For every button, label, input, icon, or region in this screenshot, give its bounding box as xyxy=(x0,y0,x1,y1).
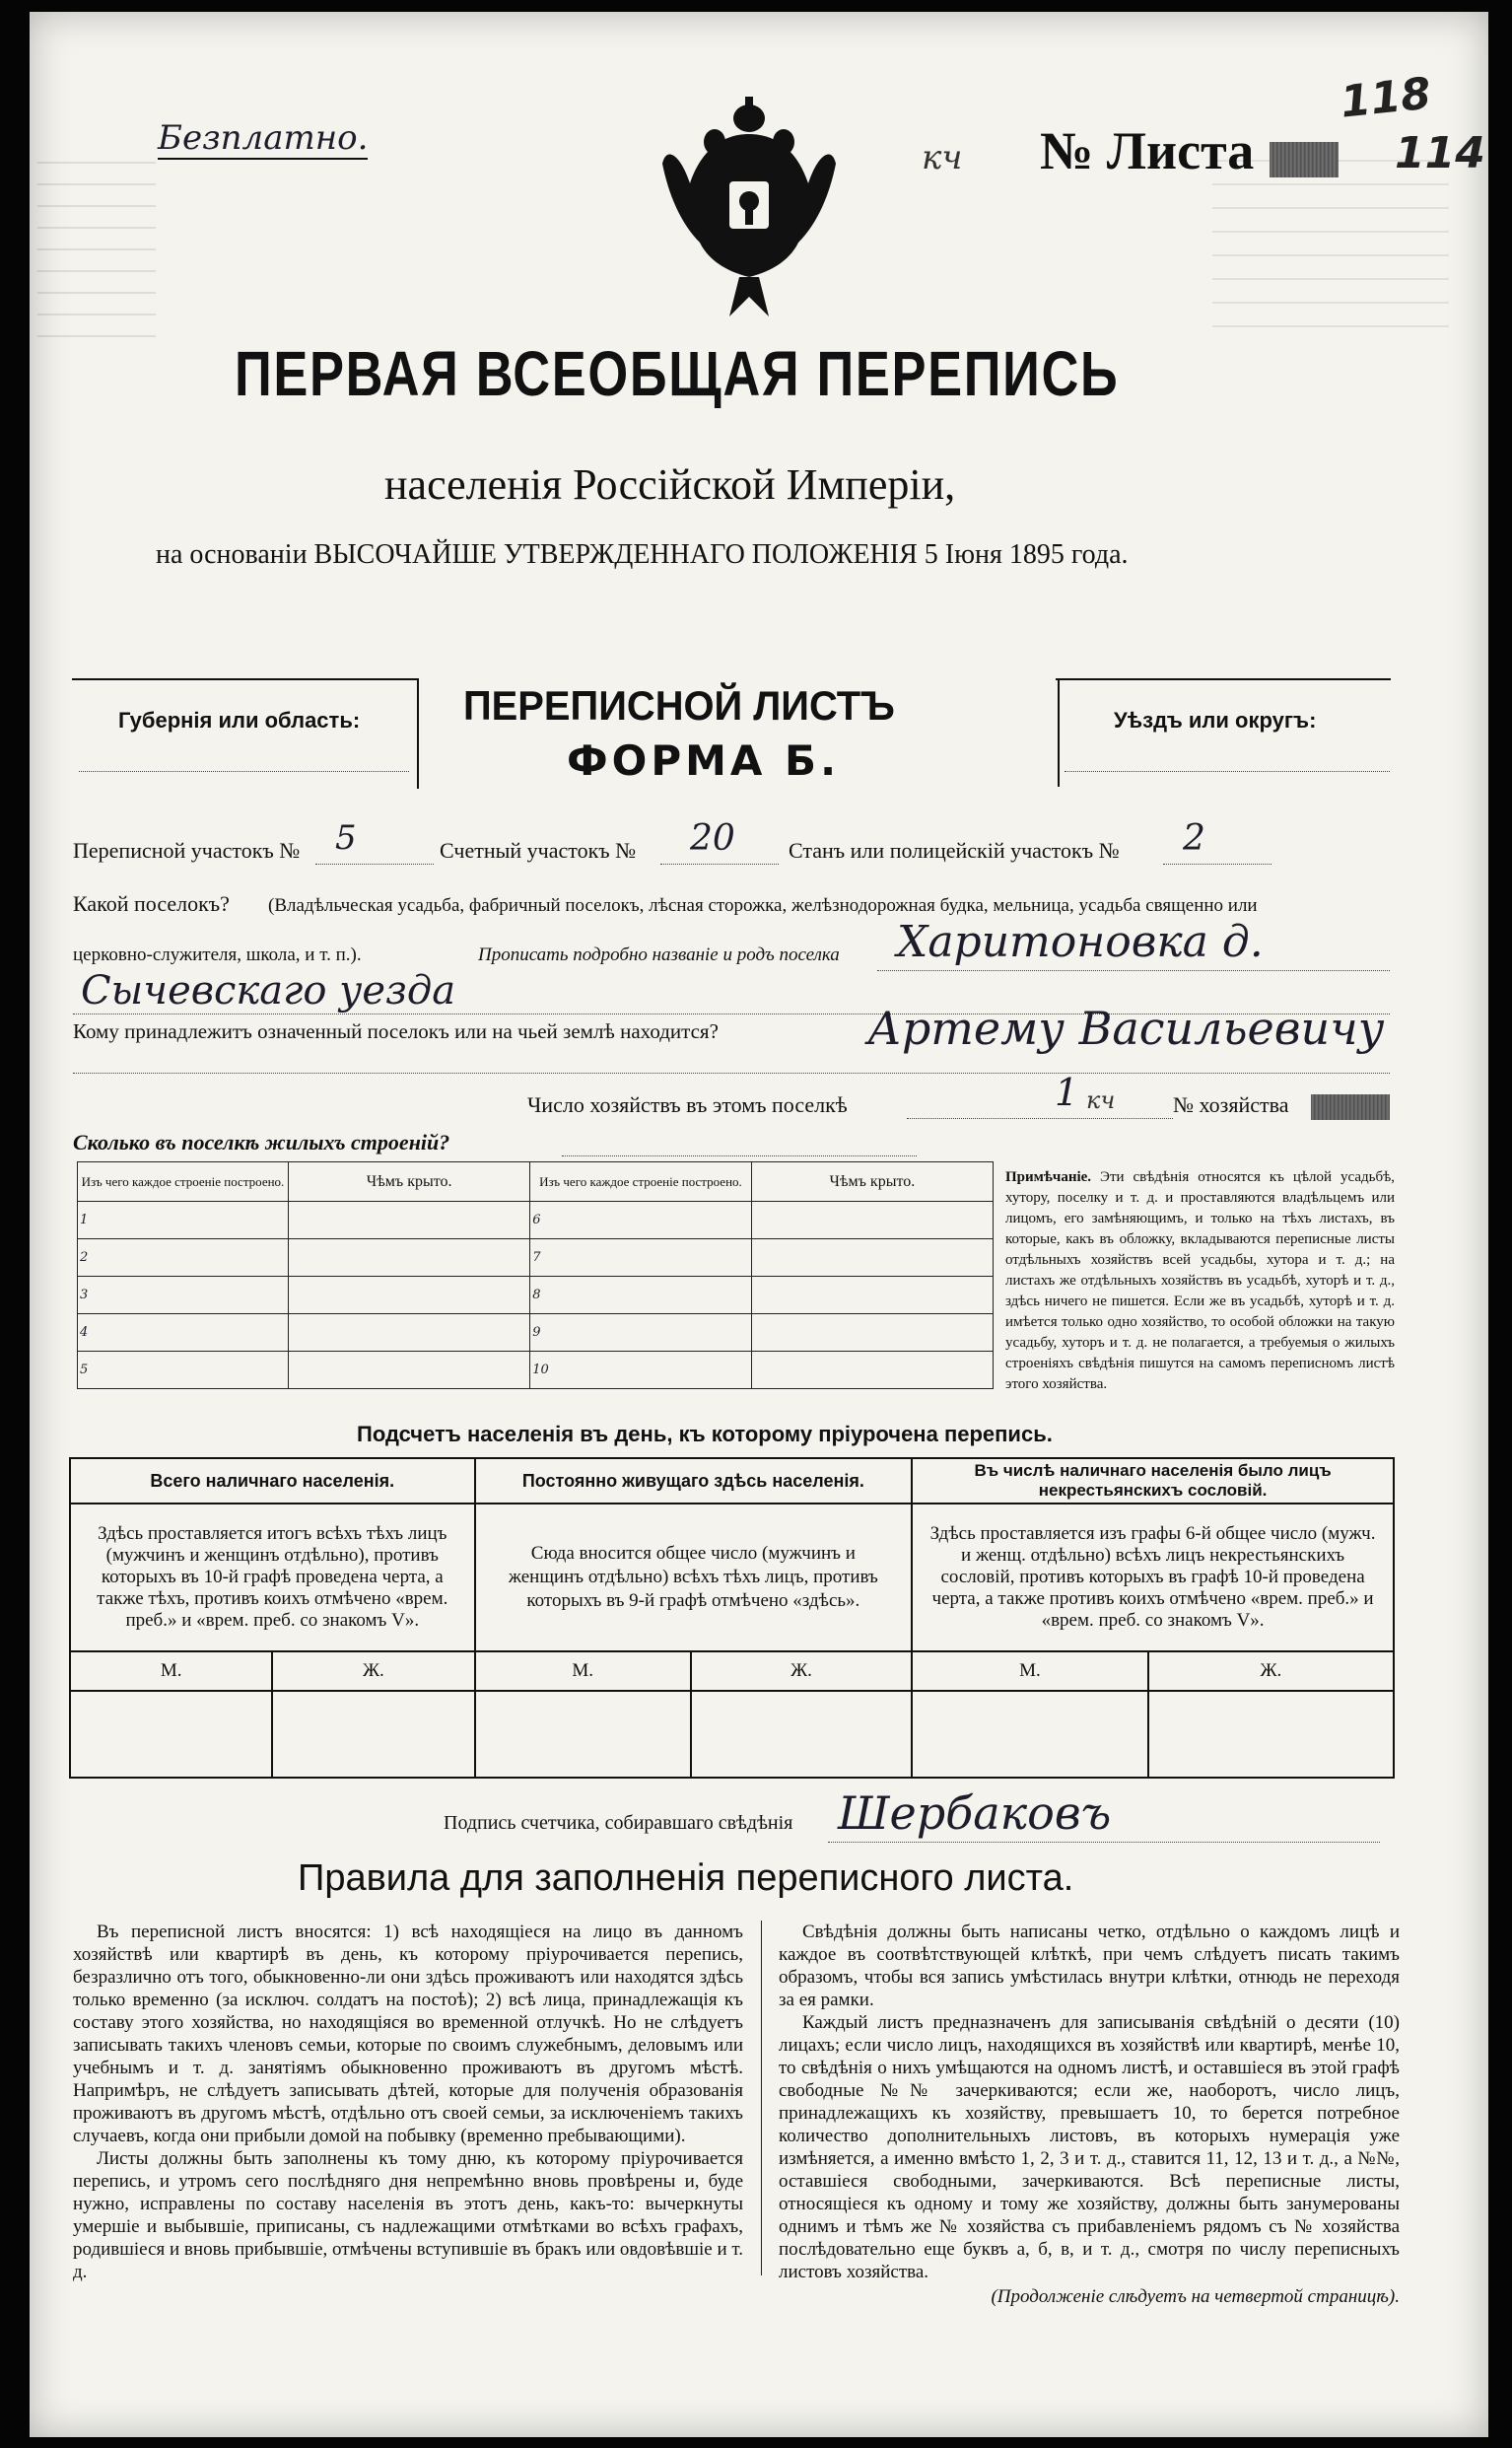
settlement-hint: (Владѣльческая усадьба, фабричный поселокъ, лѣсная сторожка, желѣзнодорожная будка, мельница, усадьба священно или xyxy=(268,895,1258,916)
rules-left-para-1: Въ переписной листъ вносятся: 1) всѣ находящіеся на лицо въ данномъ хозяйствѣ или квартирѣ въ день, къ которому пріурочивается перепись, безразлично отъ того, обыкновенно-ли они здѣсь проживаютъ или находятся здѣсь только временно (за исключ. солдатъ на постоѣ); 2) всѣ лица, принадлежащія къ составу этого хозяйства, но находящіяся во временной отлучкѣ. Но не слѣдуетъ записывать такихъ членовъ семьи, которые по своимъ служебнымъ, деловымъ или учебнымъ и т. д. занятіямъ обыкновенно проживаютъ въ другомъ мѣстѣ. Напримѣръ, не слѣдуетъ записывать дѣтей, которые для полученія образованія проживаютъ въ другомъ мѣстѣ, отдѣльно отъ своей семьи, за исключеніемъ такихъ случаевъ, когда они прибыли домой на побывку (временно пребывающими). xyxy=(73,1922,743,2146)
note-heading: Примѣчаніе. xyxy=(1005,1169,1092,1185)
district-label: Уѣздъ или округъ: xyxy=(1114,708,1317,733)
roof-cell xyxy=(288,1202,529,1239)
permanent-female-cell xyxy=(691,1691,912,1778)
counting-district-field xyxy=(660,864,779,865)
table-row xyxy=(78,1314,994,1352)
permanent-population-title: Постоянно живущаго здѣсь населенія. xyxy=(475,1458,913,1504)
owner-value: Артему Васильевичу xyxy=(867,1002,1385,1055)
census-district-label: Переписной участокъ № xyxy=(73,838,301,863)
non-peasant-text: Здѣсь проставляется изъ графы 6-й общее число (мужч. и женщ. отдѣльно) всѣхъ лицъ некрестьянскихъ сословій, противъ которыхъ въ графѣ 10-й проведена черта, а также противъ коихъ отмѣчено «врем. преб.» и «врем. преб. со знакомъ V». xyxy=(912,1504,1394,1651)
row-number: 5 xyxy=(78,1352,289,1389)
rules-right-column xyxy=(779,1921,1400,2308)
police-district-value: 2 xyxy=(1183,818,1205,859)
roof-cell xyxy=(288,1239,529,1277)
female-header: Ж. xyxy=(272,1651,474,1691)
counting-district-value: 20 xyxy=(690,818,735,859)
note-text: Эти свѣдѣнія относятся къ цѣлой усадьбѣ, хутору, поселку и т. д. и проставляются владѣльцемъ или лицомъ, его замѣняющимъ, и только на тѣхъ листахъ, въ которые, какъ въ обложку, вкладываются переписные листы отдѣльныхъ хозяйствъ всей усадьбы, хутора и т. д.; на листахъ же отдѣльныхъ хозяйствъ въ усадьбѣ, хуторѣ и т. д., здѣсь ничего не пишется. Если же въ усадьбѣ, хуторѣ и т. д. имѣется только одно хозяйство, то особой обложки на такую усадьбу, хуторъ и т. д. не полагается, а требуемыя о жилыхъ строеніяхъ свѣдѣнія пишутся на самомъ переписномъ листѣ этого хозяйства. xyxy=(1005,1169,1396,1392)
non-peasant-female-cell xyxy=(1148,1691,1394,1778)
rules-right-para-2: Каждый листъ предназначенъ для записыванія свѣдѣній о десяти (10) лицахъ; если число лицъ, находящихся въ хозяйствѣ или квартирѣ, менѣе 10, то свѣдѣнія о нихъ умѣщаются на одномъ листѣ, и оставшіеся въ этой графѣ свободные №№ зачеркиваются; если же, наоборотъ, число лицъ, принадлежащихъ къ хозяйству, превышаетъ 10, то берется потребное количество дополнительныхъ листовъ, въ которыхъ нумерація уже измѣняется, а именно вмѣсто 1, 2, 3 и т. д., ставится 11, 12, 13 и т. д., а №№, оставшіеся свободными, зачеркиваются. Всѣ переписные листы, относящіеся къ одному и тому же хозяйству, должны быть занумерованы однимъ и тѣмъ же № хозяйства съ прибавленіемъ рядомъ съ № хозяйства послѣдовательно еще буквъ а, б, в, и т. д., смотря по числу переписныхъ листовъ хозяйства. xyxy=(779,2012,1400,2282)
form-type: ФОРМА Б. xyxy=(567,736,841,785)
roof-cell xyxy=(288,1352,529,1389)
settlement-value: Харитоновка д. xyxy=(897,917,1264,967)
buildings-note xyxy=(1005,1167,1395,1395)
present-population-text: Здѣсь проставляется итогъ всѣхъ тѣхъ лицъ (мужчинъ и женщинъ отдѣльно), противъ которыхъ въ 10-й графѣ проведена черта, а также тѣхъ, противъ коихъ отмѣчено «врем. преб.» и «врем. преб. со знакомъ V». xyxy=(70,1504,475,1651)
roof-cell xyxy=(751,1202,993,1239)
row-number: 4 xyxy=(78,1314,289,1352)
material-header-left: Изъ чего каждое строеніе построено. xyxy=(78,1162,289,1202)
sheet-number-label: № Листа xyxy=(1040,121,1255,180)
row-number: 6 xyxy=(530,1202,751,1239)
rules-column-divider xyxy=(761,1921,762,2275)
table-row xyxy=(78,1202,994,1239)
row-number: 9 xyxy=(530,1314,751,1352)
signature-label: Подпись счетчика, собиравшаго свѣдѣнія xyxy=(444,1812,793,1834)
present-male-cell xyxy=(70,1691,272,1778)
row-number: 7 xyxy=(530,1239,751,1277)
rules-right-para-1: Свѣдѣнія должны быть написаны четко, отдѣльно о каждомъ лицѣ и каждое въ соотвѣтствующей клѣткѣ, при чемъ слѣдуетъ писать такимъ образомъ, чтобы вся запись умѣстилась внутри клѣтки, отнюдь не переходя за ея рамки. xyxy=(779,1922,1400,2010)
present-population-title: Всего наличнаго населенія. xyxy=(70,1458,475,1504)
police-district-field xyxy=(1163,864,1271,865)
archive-number-bottom: 114 xyxy=(1395,128,1485,178)
female-header: Ж. xyxy=(691,1651,912,1691)
row-number: 10 xyxy=(530,1352,751,1389)
roof-header-right: Чѣмъ крыто. xyxy=(751,1162,993,1202)
archive-number-top: 118 xyxy=(1338,68,1434,128)
permanent-population-text: Сюда вносится общее число (мужчинъ и женщинъ отдѣльно) всѣхъ тѣхъ лицъ, противъ которыхъ въ 9-й графѣ отмѣчено «здѣсь». xyxy=(475,1504,913,1651)
table-row xyxy=(78,1352,994,1389)
households-label: Число хозяйствъ въ этомъ поселкѣ xyxy=(527,1092,848,1117)
sheet-title: ПЕРЕПИСНОЙ ЛИСТЪ xyxy=(463,682,895,729)
rules-left-column xyxy=(73,1921,743,2283)
roof-cell xyxy=(751,1277,993,1314)
buildings-table xyxy=(77,1161,994,1389)
male-header: М. xyxy=(912,1651,1148,1691)
police-district-label: Станъ или полицейскій участокъ № xyxy=(789,838,1120,863)
row-number: 3 xyxy=(78,1277,289,1314)
continued-note: (Продолженіе слѣдуетъ на четвертой страницѣ). xyxy=(991,2286,1400,2307)
population-table xyxy=(69,1457,1395,1779)
settlement-hint-italic: Прописать подробно названіе и родъ поселка xyxy=(478,944,840,965)
free-label: Безплатно. xyxy=(158,118,369,158)
population-heading: Подсчетъ населенія въ день, къ которому пріурочена перепись. xyxy=(357,1422,1053,1446)
province-label: Губернія или область: xyxy=(118,708,361,733)
households-field xyxy=(907,1118,1173,1119)
households-value: 1 xyxy=(1055,1071,1079,1114)
table-row xyxy=(78,1277,994,1314)
roof-cell xyxy=(288,1277,529,1314)
male-header: М. xyxy=(475,1651,691,1691)
roof-header-left: Чѣмъ крыто. xyxy=(288,1162,529,1202)
settlement-label: Какой поселокъ? xyxy=(73,891,230,916)
settlement-hint-2: церковно-служителя, школа, и т. п.). xyxy=(73,944,362,965)
male-header: М. xyxy=(70,1651,272,1691)
imperial-eagle-emblem xyxy=(660,95,838,321)
permanent-male-cell xyxy=(475,1691,691,1778)
owner-label: Кому принадлежитъ означенный поселокъ или на чьей землѣ находится? xyxy=(73,1019,719,1043)
female-header: Ж. xyxy=(1148,1651,1394,1691)
roof-cell xyxy=(751,1239,993,1277)
counting-district-label: Счетный участокъ № xyxy=(440,838,637,863)
census-form-page xyxy=(30,12,1488,2437)
rules-heading: Правила для заполненія переписного листа. xyxy=(298,1857,1074,1899)
non-peasant-male-cell xyxy=(912,1691,1148,1778)
row-number: 2 xyxy=(78,1239,289,1277)
redaction-mark xyxy=(1311,1094,1390,1120)
row-number: 1 xyxy=(78,1202,289,1239)
form-legal-basis: на основаніи ВЫСОЧАЙШЕ УТВЕРЖДЕННАГО ПОЛОЖЕНІЯ 5 Іюня 1895 года. xyxy=(156,539,1129,570)
rules-left-para-2: Листы должны быть заполнены къ тому дню, къ которому пріурочивается перепись, и утромъ сего послѣдняго дня непремѣнно вновь провѣрены и, буде нужно, исправлены по составу населенія въ этотъ день, какъ-то: вычеркнуты умершіе и выбывшіе, приписаны, съ надлежащими отмѣтками во всѣхъ графахъ, родившіеся и вновь прибывшіе, отмѣчены вступившіе въ бракъ или овдовѣвшіе и т. д. xyxy=(73,2148,743,2282)
settlement-field xyxy=(877,970,1390,971)
province-field xyxy=(79,771,409,772)
region-box xyxy=(72,678,419,789)
roof-cell xyxy=(751,1314,993,1352)
district-box xyxy=(1056,678,1391,789)
roof-cell xyxy=(751,1352,993,1389)
material-header-right: Изъ чего каждое строеніе построено. xyxy=(530,1162,751,1202)
households-mark: кч xyxy=(1086,1086,1116,1114)
present-female-cell xyxy=(272,1691,474,1778)
buildings-label: Сколько въ поселкѣ жилыхъ строеній? xyxy=(73,1130,450,1154)
census-district-value: 5 xyxy=(335,818,357,858)
bleed-through-text xyxy=(37,160,156,337)
pencil-mark: кч xyxy=(922,138,963,177)
census-district-field xyxy=(315,864,434,865)
roof-cell xyxy=(288,1314,529,1352)
table-row xyxy=(78,1239,994,1277)
household-number-label: № хозяйства xyxy=(1173,1092,1289,1117)
redaction-mark xyxy=(1270,142,1339,177)
owner-field xyxy=(73,1073,1390,1074)
settlement-value-2: Сычевскаго уезда xyxy=(81,968,456,1014)
enumerator-signature: Шербаковъ xyxy=(838,1786,1112,1840)
form-subtitle: населенія Россійской Имперіи, xyxy=(384,460,956,509)
form-main-title: ПЕРВАЯ ВСЕОБЩАЯ ПЕРЕПИСЬ xyxy=(235,338,1120,409)
district-field xyxy=(1065,771,1390,772)
row-number: 8 xyxy=(530,1277,751,1314)
signature-field xyxy=(828,1842,1380,1843)
non-peasant-title: Въ числѣ наличнаго населенія было лицъ некрестьянскихъ сословій. xyxy=(912,1458,1394,1504)
buildings-field xyxy=(562,1155,917,1156)
